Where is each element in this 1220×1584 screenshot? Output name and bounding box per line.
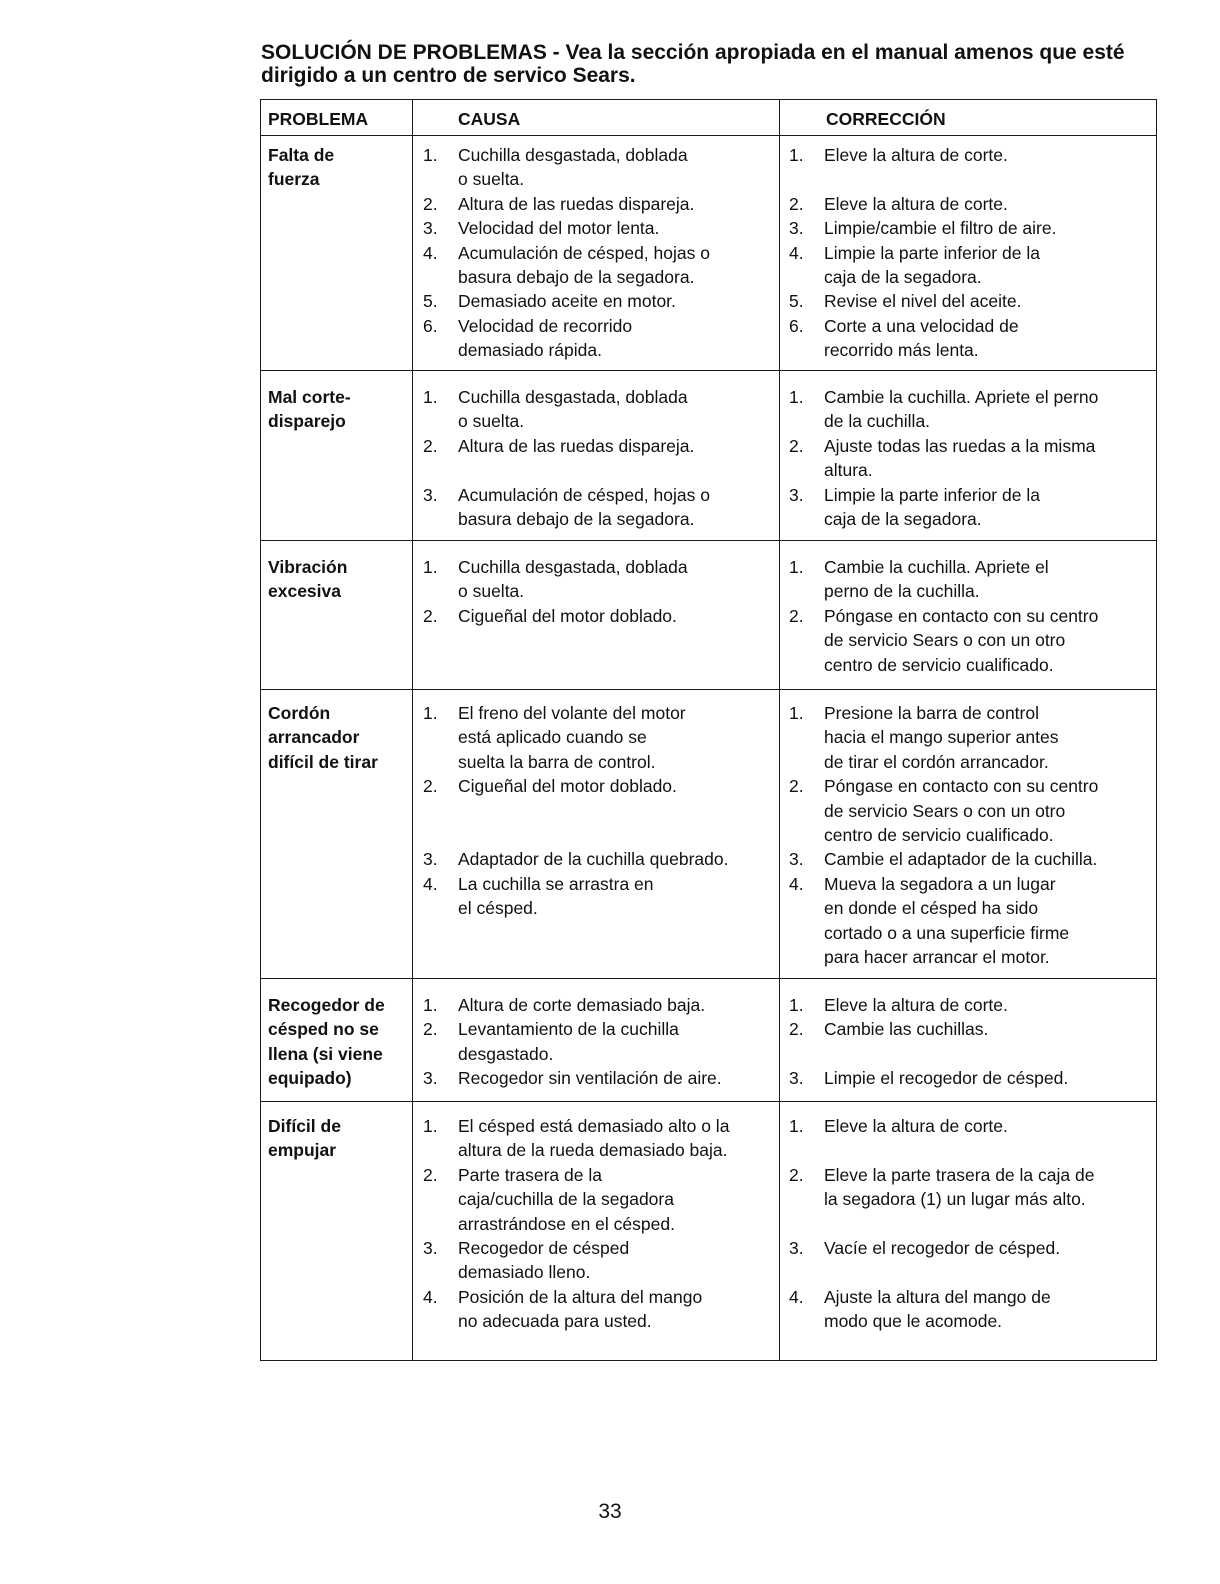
list-item: 2. Póngase en contacto con su centro de servicio Sears o con un otro centro de servicio cualificado.	[789, 605, 1099, 675]
list-item: 1. Eleve la altura de corte.	[789, 995, 1008, 1015]
list-item: 3. Limpie la parte inferior de la caja de la segadora.	[789, 484, 1040, 530]
correction-cell	[789, 555, 1153, 677]
list-item: 3. Vacíe el recogedor de césped.	[789, 1238, 1061, 1258]
list-item: 1. Cambie la cuchilla. Apriete el perno de la cuchilla.	[789, 387, 1099, 432]
header-cause: CAUSA	[458, 109, 521, 129]
list-item: 3. Acumulación de césped, hojas o basura debajo de la segadora.	[423, 484, 710, 530]
problem-cell: Cordón arrancador difícil de tirar	[268, 703, 378, 772]
problem-cell: Mal corte- disparejo	[268, 387, 351, 432]
cause-cell	[423, 1114, 777, 1334]
cause-cell	[423, 143, 777, 363]
list-item: 1. Presione la barra de control hacia el mango superior antes de tirar el cordón arrancador.	[789, 703, 1059, 772]
list-item: 1. Cuchilla desgastada, doblada o suelta.	[423, 557, 688, 602]
list-item: 2. Altura de las ruedas dispareja.	[423, 435, 695, 456]
list-item: 2. Eleve la parte trasera de la caja de la segadora (1) un lugar más alto.	[789, 1164, 1095, 1210]
problem-cell: Vibración excesiva	[268, 557, 348, 602]
list-item: 1. El freno del volante del motor está aplicado cuando se suelta la barra de control.	[423, 703, 686, 772]
list-item: 3. Limpie/cambie el filtro de aire.	[789, 218, 1057, 239]
list-item: 2. Cigueñal del motor doblado.	[423, 776, 677, 797]
list-item: 2. Cambie las cuchillas.	[789, 1019, 989, 1040]
cause-cell	[423, 555, 777, 628]
troubleshooting-table	[260, 99, 1157, 1361]
page-title: SOLUCIÓN DE PROBLEMAS - Vea la sección apropiada en el manual amenos que esté dirigido a un centro de servico Sears.	[261, 41, 1125, 87]
list-item: 4. Limpie la parte inferior de la caja de la segadora.	[789, 242, 1040, 288]
list-item: 4. Mueva la segadora a un lugar en donde el césped ha sido cortado o a una superficie firme para hacer arrancar el motor.	[789, 873, 1070, 968]
list-item: 3. Limpie el recogedor de césped.	[789, 1068, 1069, 1089]
list-item: 2. Ajuste todas las ruedas a la misma altura.	[789, 435, 1096, 481]
correction-cell	[789, 1114, 1153, 1334]
list-item: 3. Velocidad del motor lenta.	[423, 218, 660, 239]
list-item: 1. Cuchilla desgastada, doblada o suelta.	[423, 387, 688, 432]
list-item: 3. Adaptador de la cuchilla quebrado.	[423, 849, 729, 870]
list-item: 4. Ajuste la altura del mango de modo que le acomode.	[789, 1286, 1051, 1332]
list-item: 2. Levantamiento de la cuchilla desgastado.	[423, 1019, 679, 1064]
list-item: 6. Velocidad de recorrido demasiado rápida.	[423, 315, 633, 361]
list-item: 3. Recogedor de césped demasiado lleno.	[423, 1238, 630, 1283]
list-item: 1. Cuchilla desgastada, doblada o suelta.	[423, 145, 688, 190]
row-divider	[261, 370, 1156, 371]
header-divider	[261, 135, 1156, 136]
list-item: 5. Revise el nivel del aceite.	[789, 291, 1022, 312]
list-item: 2. Altura de las ruedas dispareja.	[423, 193, 695, 214]
list-item: 4. Posición de la altura del mango no adecuada para usted.	[423, 1286, 703, 1332]
header-problem: PROBLEMA	[268, 109, 369, 129]
list-item: 3. Recogedor sin ventilación de aire.	[423, 1068, 722, 1089]
list-item: 3. Cambie el adaptador de la cuchilla.	[789, 849, 1098, 870]
list-item: 2. Póngase en contacto con su centro de servicio Sears o con un otro centro de servicio cualificado.	[789, 776, 1099, 846]
list-item: 6. Corte a una velocidad de recorrido más lenta.	[789, 315, 1019, 361]
list-item: 2. Cigueñal del motor doblado.	[423, 605, 677, 626]
column-divider-1	[412, 100, 413, 1360]
row-divider	[261, 689, 1156, 690]
header-correction: CORRECCIÓN	[826, 109, 946, 129]
list-item: 1. Eleve la altura de corte.	[789, 1116, 1008, 1136]
list-item: 5. Demasiado aceite en motor.	[423, 291, 676, 312]
row-divider	[261, 540, 1156, 541]
cause-cell	[423, 385, 777, 531]
problem-cell: Falta de fuerza	[268, 145, 335, 190]
list-item: 1. Altura de corte demasiado baja.	[423, 995, 706, 1015]
row-divider	[261, 978, 1156, 979]
list-item: 1. Eleve la altura de corte.	[789, 145, 1008, 165]
list-item: 2. Eleve la altura de corte.	[789, 193, 1008, 214]
problem-cell: Difícil de empujar	[268, 1116, 341, 1161]
row-divider	[261, 1101, 1156, 1102]
problem-cell: Recogedor de césped no se llena (si viene equipado)	[268, 995, 385, 1089]
correction-cell	[789, 385, 1153, 531]
cause-cell	[423, 701, 777, 921]
column-divider-2	[779, 100, 780, 1360]
list-item: 2. Parte trasera de la caja/cuchilla de la segadora arrastrándose en el césped.	[423, 1164, 675, 1234]
list-item: 1. El césped está demasiado alto o la altura de la rueda demasiado baja.	[423, 1116, 730, 1161]
list-item: 1. Cambie la cuchilla. Apriete el perno de la cuchilla.	[789, 557, 1049, 602]
correction-cell	[789, 143, 1153, 363]
correction-cell	[789, 993, 1153, 1091]
list-item: 4. La cuchilla se arrastra en el césped.	[423, 873, 654, 919]
list-item: 4. Acumulación de césped, hojas o basura debajo de la segadora.	[423, 242, 710, 288]
cause-cell	[423, 993, 777, 1091]
page-number: 33	[598, 1500, 622, 1523]
correction-cell	[789, 701, 1153, 969]
